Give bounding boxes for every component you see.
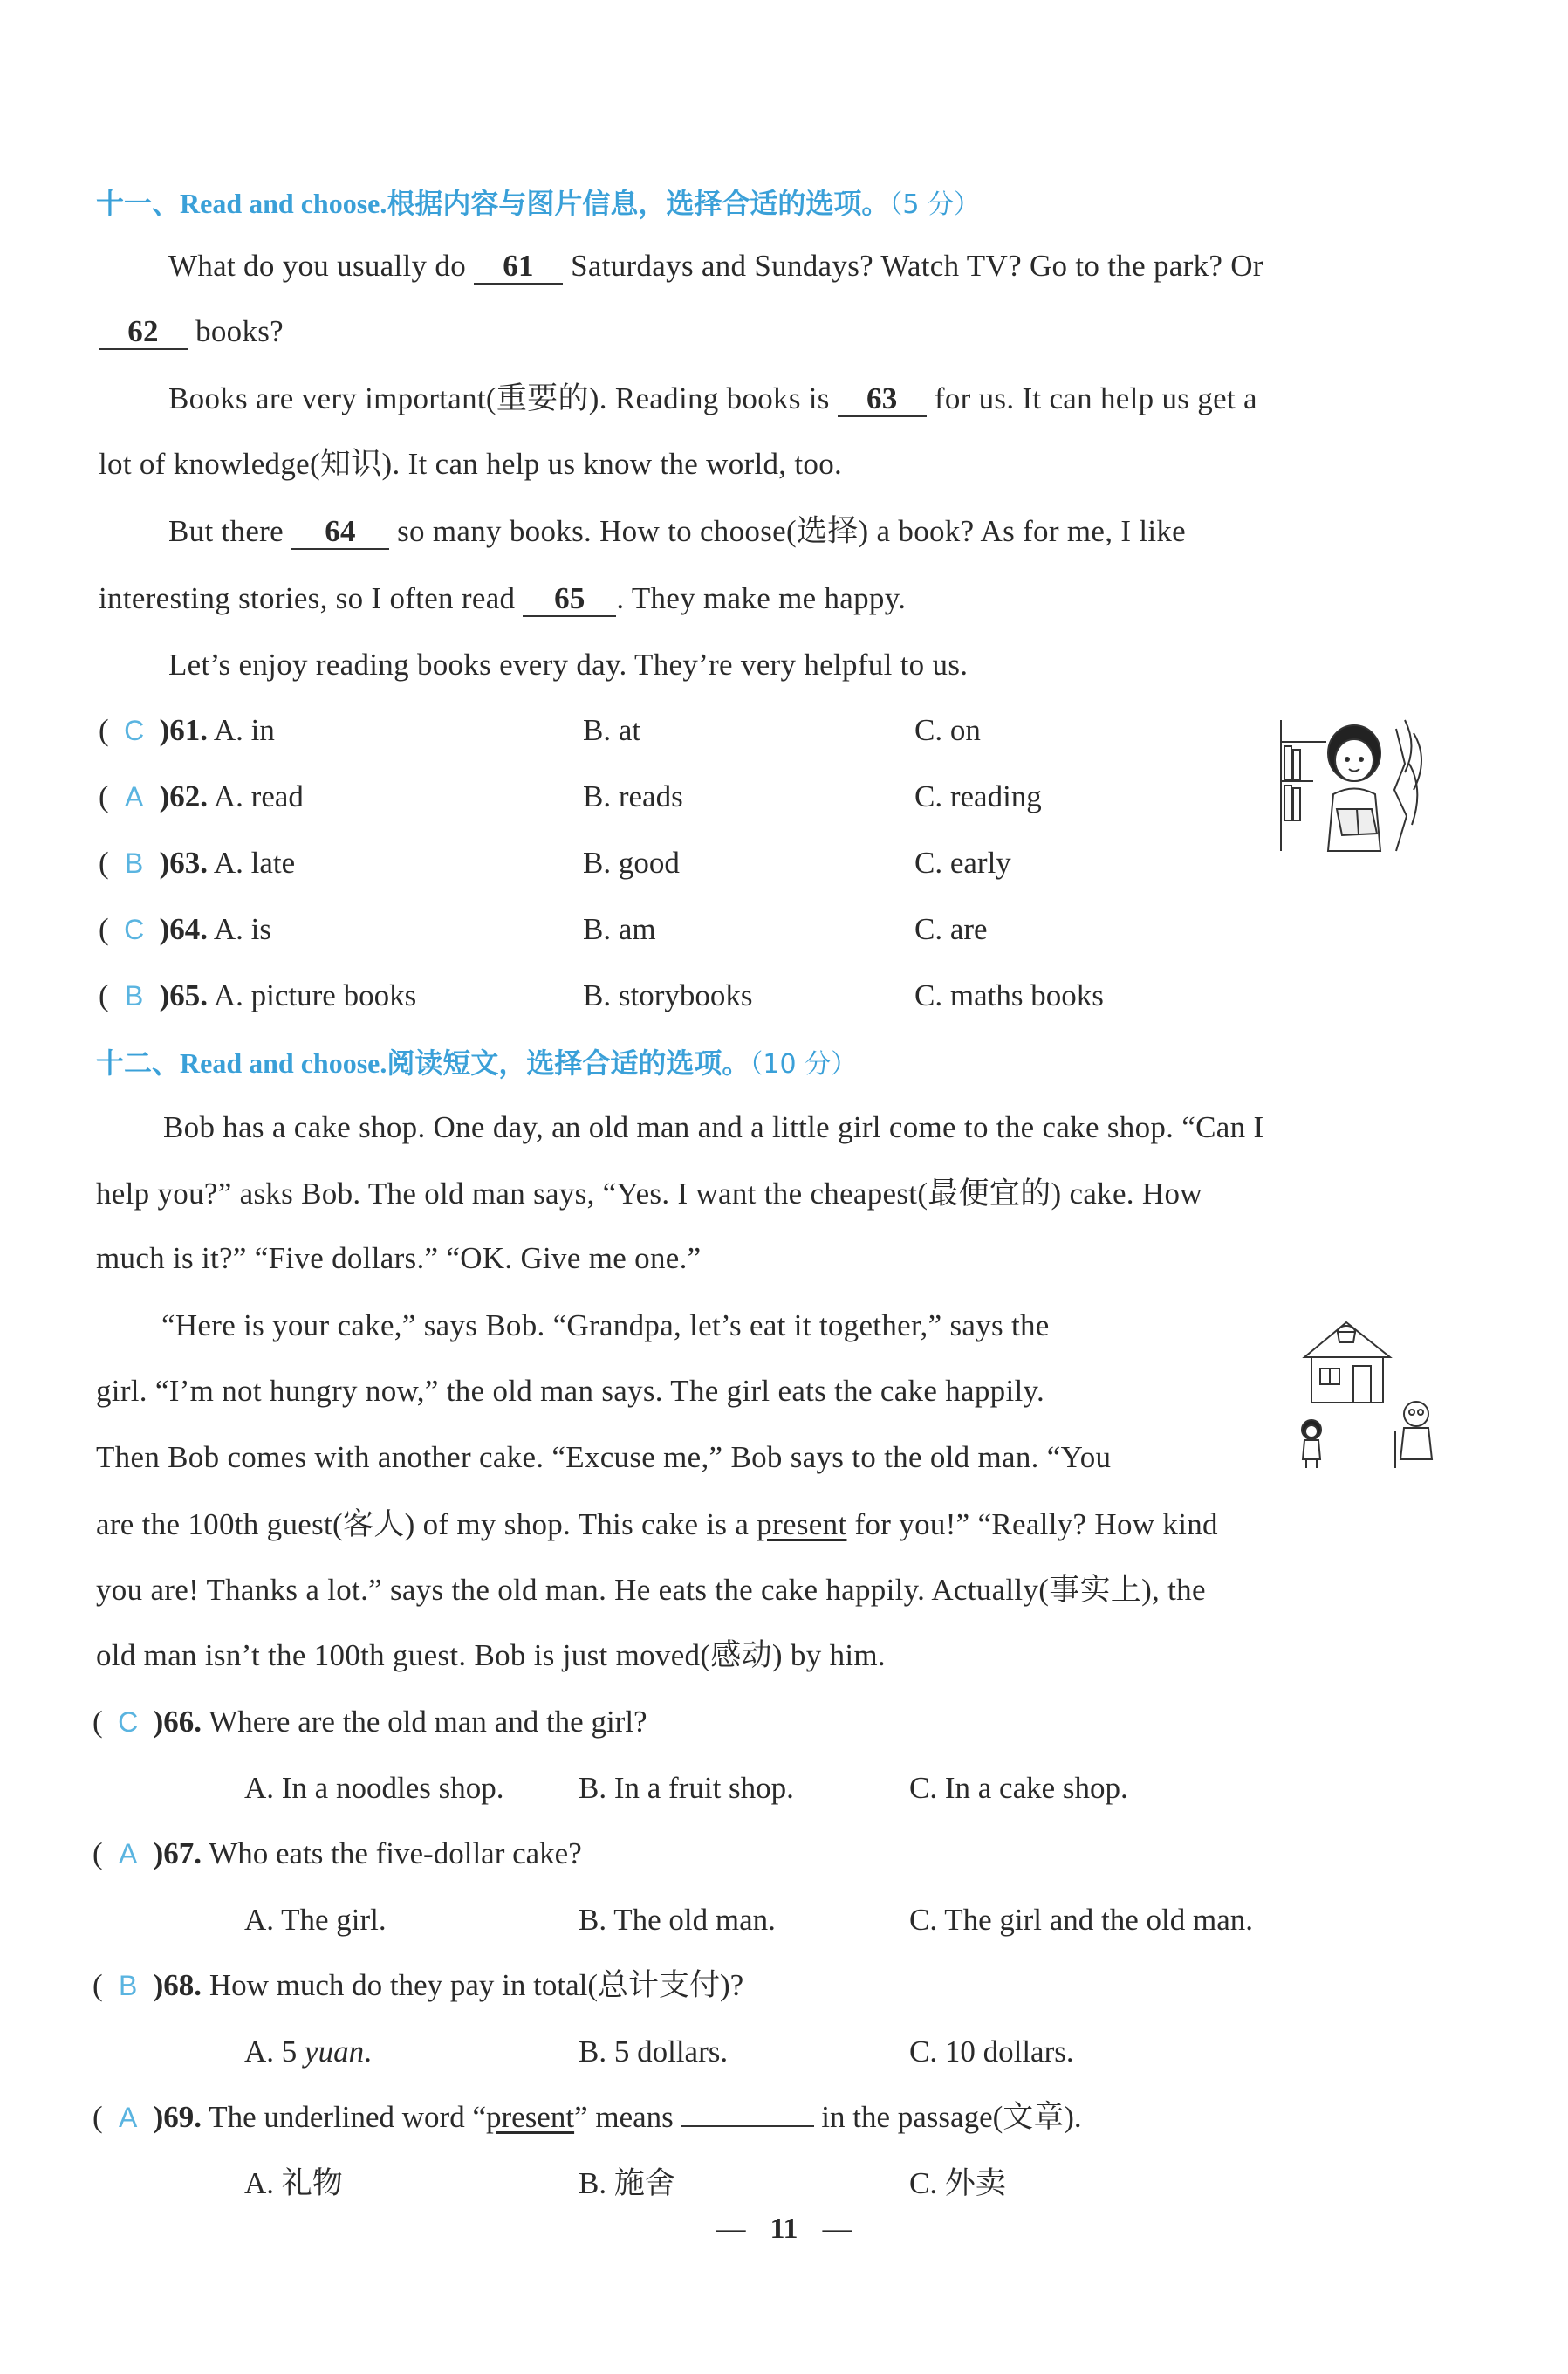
answer-blank[interactable] — [681, 2125, 814, 2127]
text: What do you usually do — [168, 249, 466, 283]
text: Saturdays and Sundays? Watch TV? Go to the park? Or — [571, 249, 1263, 283]
underlined-word: present — [757, 1507, 847, 1541]
answer-67[interactable]: A — [118, 1838, 138, 1870]
footer-dash: — — [822, 2213, 852, 2245]
question-61: ( C )61. A. in — [99, 711, 275, 750]
answer-69[interactable]: A — [118, 2102, 138, 2133]
text: interesting stories, so I often read — [99, 581, 516, 615]
option-a — [244, 2033, 372, 2071]
option-c: C. early — [914, 846, 1011, 880]
option-c: C. 10 dollars. — [909, 2034, 1074, 2069]
answer-63[interactable]: B — [124, 847, 144, 879]
passage2-line — [168, 380, 1257, 418]
text: lot of knowledge(知识). It can help us know the world, too. — [99, 447, 843, 481]
option-c: C. The girl and the old man. — [909, 1903, 1254, 1937]
underlined-word: present — [486, 2100, 575, 2134]
text: But there — [168, 514, 284, 548]
answer-62[interactable]: A — [124, 781, 144, 813]
question-67: ( A )67. Who eats the five-dollar cake? — [92, 1835, 582, 1873]
question-number: )66. — [153, 1705, 202, 1739]
heading-chinese: 阅读短文，选择合适的选项。 — [387, 1046, 750, 1080]
option-c: C. are — [914, 912, 988, 946]
option-a: A. In a noodles shop. — [244, 1771, 504, 1805]
question-number: )61. — [159, 713, 209, 747]
heading-points: （10 分） — [750, 1049, 858, 1080]
option-a: A. 礼物 — [244, 2166, 343, 2200]
question-text: in the passage(文章). — [821, 2100, 1082, 2134]
question-number: )67. — [153, 1836, 202, 1870]
heading-number: 十二、 — [96, 1046, 181, 1080]
question-number: )68. — [153, 1968, 202, 2002]
option-b: B. The old man. — [579, 1903, 776, 1937]
passage2-line — [99, 445, 842, 484]
option-a: A. in — [213, 713, 275, 747]
option-a: A. is — [213, 912, 272, 946]
option-a: A. read — [213, 779, 304, 813]
blank-63: 63 — [838, 382, 927, 417]
answer-64[interactable]: C — [124, 914, 145, 945]
text: Books are very important(重要的). Reading books is — [168, 381, 830, 415]
question-number: )69. — [153, 2100, 202, 2134]
blank-65: 65 — [523, 582, 616, 617]
option-a: A. The girl. — [244, 1903, 387, 1937]
question-69: ( A )69. The underlined word “present” means in the passage(文章). — [92, 2098, 1082, 2137]
option-b: B. good — [583, 846, 680, 880]
passage-line: “Here is your cake,” says Bob. “Grandpa, let’s eat it together,” says the — [161, 1308, 1050, 1342]
text: for us. It can help us get a — [934, 381, 1257, 415]
heading-english: Read and choose. — [180, 188, 387, 219]
passage1-line — [99, 312, 284, 351]
passage-line: help you?” asks Bob. The old man says, “Yes. I want the cheapest(最便宜的) cake. How — [96, 1177, 1202, 1211]
text: so many books. How to choose(选择) a book? As for me, I like — [397, 514, 1187, 548]
girl-reading-illustration — [1274, 711, 1435, 864]
passage-line: girl. “I’m not hungry now,” the old man says. The girl eats the cake happily. — [96, 1374, 1045, 1408]
passage-line: much is it?” “Five dollars.” “OK. Give me one.” — [96, 1241, 702, 1275]
passage-line: Then Bob comes with another cake. “Excuse me,” Bob says to the old man. “You — [96, 1440, 1112, 1474]
passage-line: you are! Thanks a lot.” says the old man. He eats the cake happily. Actually(事实上), the — [96, 1573, 1206, 1607]
passage-line: Bob has a cake shop. One day, an old man and a little girl come to the cake shop. “Can I — [163, 1110, 1264, 1144]
question-number: )65. — [159, 978, 209, 1012]
text: Let’s enjoy reading books every day. They’re very helpful to us. — [168, 648, 969, 682]
passage-line: old man isn’t the 100th guest. Bob is just moved(感动) by him. — [96, 1638, 886, 1672]
blank-64: 64 — [291, 515, 389, 550]
question-text: Who eats the five-dollar cake? — [209, 1836, 582, 1870]
page-number: 11 — [770, 2213, 798, 2245]
option-c: C. on — [914, 713, 981, 747]
question-text: The underlined word “ — [209, 2100, 486, 2134]
option-c: C. reading — [914, 779, 1042, 813]
question-number: )64. — [159, 912, 209, 946]
heading-number: 十一、 — [96, 187, 181, 220]
option-c: C. In a cake shop. — [909, 1771, 1128, 1805]
text: for you!” “Really? How kind — [854, 1507, 1218, 1541]
question-text: Where are the old man and the girl? — [209, 1705, 647, 1739]
option-b: B. storybooks — [583, 978, 753, 1012]
passage1-line — [168, 247, 1263, 285]
question-number: )63. — [159, 846, 209, 880]
blank-61: 61 — [474, 250, 563, 285]
answer-68[interactable]: B — [118, 1970, 138, 2001]
footer-dash: — — [716, 2213, 746, 2245]
text: . They make me happy. — [616, 581, 907, 615]
option-b: B. am — [583, 912, 656, 946]
option-b: B. at — [583, 713, 641, 747]
option-a: A. picture books — [213, 978, 417, 1012]
option-a-italic: yuan — [305, 2034, 365, 2069]
passage3-line — [99, 580, 906, 618]
option-a: A. late — [213, 846, 296, 880]
option-a-end: . — [364, 2034, 372, 2069]
blank-62: 62 — [99, 315, 188, 350]
question-68: ( B )68. How much do they pay in total(总计支付)? — [92, 1966, 743, 2005]
question-text: How much do they pay in total(总计支付)? — [209, 1968, 744, 2002]
option-a-text: A. 5 — [244, 2034, 298, 2069]
question-63: ( B )63. A. late — [99, 844, 295, 882]
answer-66[interactable]: C — [118, 1706, 139, 1738]
question-number: )62. — [159, 779, 209, 813]
passage3-line — [168, 512, 1186, 551]
passage-line — [96, 1506, 1218, 1544]
option-b: B. In a fruit shop. — [579, 1771, 794, 1805]
option-b: B. reads — [583, 779, 683, 813]
cake-shop-illustration — [1287, 1309, 1444, 1471]
heading-english: Read and choose. — [180, 1047, 387, 1079]
page-footer — [0, 2213, 1568, 2246]
text: are the 100th guest(客人) of my shop. This cake is a — [96, 1507, 750, 1541]
question-62: ( A )62. A. read — [99, 778, 304, 816]
option-b: B. 施舍 — [579, 2166, 675, 2200]
question-64: ( C )64. A. is — [99, 910, 271, 949]
text: books? — [195, 314, 284, 348]
option-c: C. 外卖 — [909, 2166, 1006, 2200]
answer-65[interactable]: B — [124, 980, 144, 1012]
section-11-heading — [96, 182, 980, 222]
option-c: C. maths books — [914, 978, 1104, 1012]
heading-chinese: 根据内容与图片信息，选择合适的选项。 — [387, 187, 890, 220]
section-12-heading — [96, 1041, 857, 1081]
passage4-line — [168, 646, 968, 684]
question-text: ” means — [574, 2100, 674, 2134]
question-66: ( C )66. Where are the old man and the girl? — [92, 1703, 647, 1741]
question-65: ( B )65. A. picture books — [99, 977, 416, 1015]
heading-points: （5 分） — [889, 189, 981, 220]
option-b: B. 5 dollars. — [579, 2034, 729, 2069]
answer-61[interactable]: C — [124, 715, 145, 746]
